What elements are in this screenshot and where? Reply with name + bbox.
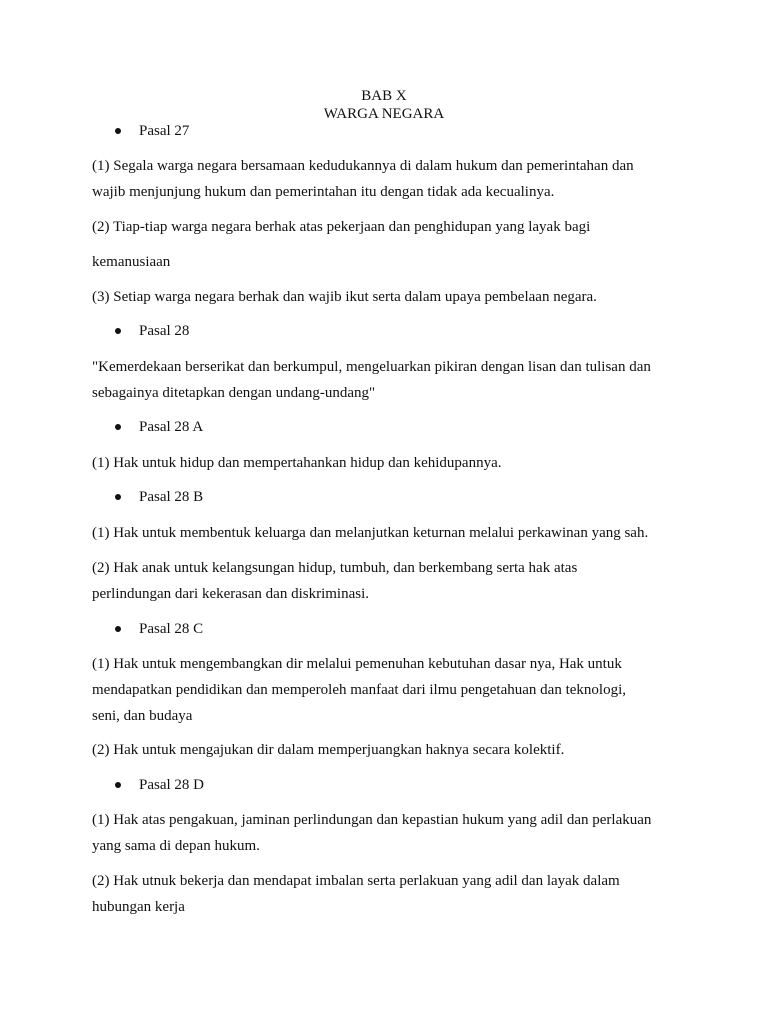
bullet-dot-icon [115, 128, 121, 134]
bullet-pasal-28: Pasal 28 [115, 322, 189, 340]
paragraph: "Kemerdekaan berserikat dan berkumpul, mengeluarkan pikiran dengan lisan dan tulisan dan sebagainya ditetapkan dengan undang-undang" [92, 359, 651, 401]
bullet-dot-icon [115, 626, 121, 632]
bullet-dot-icon [115, 494, 121, 500]
bullet-pasal-27: Pasal 27 [115, 122, 189, 140]
bullet-pasal-28d: Pasal 28 D [115, 776, 204, 794]
paragraph: (1) Hak untuk membentuk keluarga dan melanjutkan keturnan melalui perkawinan yang sah. [92, 525, 649, 541]
paragraph: (3) Setiap warga negara berhak dan wajib ikut serta dalam upaya pembelaan negara. [92, 289, 597, 305]
paragraph: (1) Hak untuk mengembangkan dir melalui pemenuhan kebutuhan dasar nya, Hak untuk mendapatkan pendidikan dan memperoleh manfaat dari ilmu pengetahuan dan teknologi, seni, dan budaya [92, 656, 626, 724]
bullet-dot-icon [115, 424, 121, 430]
paragraph: (2) Hak anak untuk kelangsungan hidup, tumbuh, dan berkembang serta hak atas perlindungan dari kekerasan dan diskriminasi. [92, 560, 578, 602]
paragraph: (2) Hak utnuk bekerja dan mendapat imbalan serta perlakuan yang adil dan layak dalam hubungan kerja [92, 873, 620, 915]
paragraph: (1) Hak atas pengakuan, jaminan perlindungan dan kepastian hukum yang adil dan perlakuan yang sama di depan hukum. [92, 812, 652, 854]
bullet-dot-icon [115, 782, 121, 788]
bullet-pasal-28a: Pasal 28 A [115, 418, 203, 436]
paragraph: (2) Hak untuk mengajukan dir dalam memperjuangkan haknya secara kolektif. [92, 742, 565, 758]
bullet-dot-icon [115, 328, 121, 334]
bullet-pasal-28c: Pasal 28 C [115, 620, 203, 638]
paragraph: kemanusiaan [92, 254, 171, 270]
chapter-title: WARGA NEGARA [323, 106, 445, 122]
paragraph: (2) Tiap-tiap warga negara berhak atas pekerjaan dan penghidupan yang layak bagi [92, 219, 591, 235]
chapter-heading: BAB X [361, 88, 407, 104]
paragraph: (1) Segala warga negara bersamaan kedudukannya di dalam hukum dan pemerintahan dan wajib menjunjung hukum dan pemerintahan itu dengan tidak ada kecualinya. [92, 158, 634, 200]
paragraph: (1) Hak untuk hidup dan mempertahankan hidup dan kehidupannya. [92, 455, 502, 471]
bullet-pasal-28b: Pasal 28 B [115, 488, 203, 506]
